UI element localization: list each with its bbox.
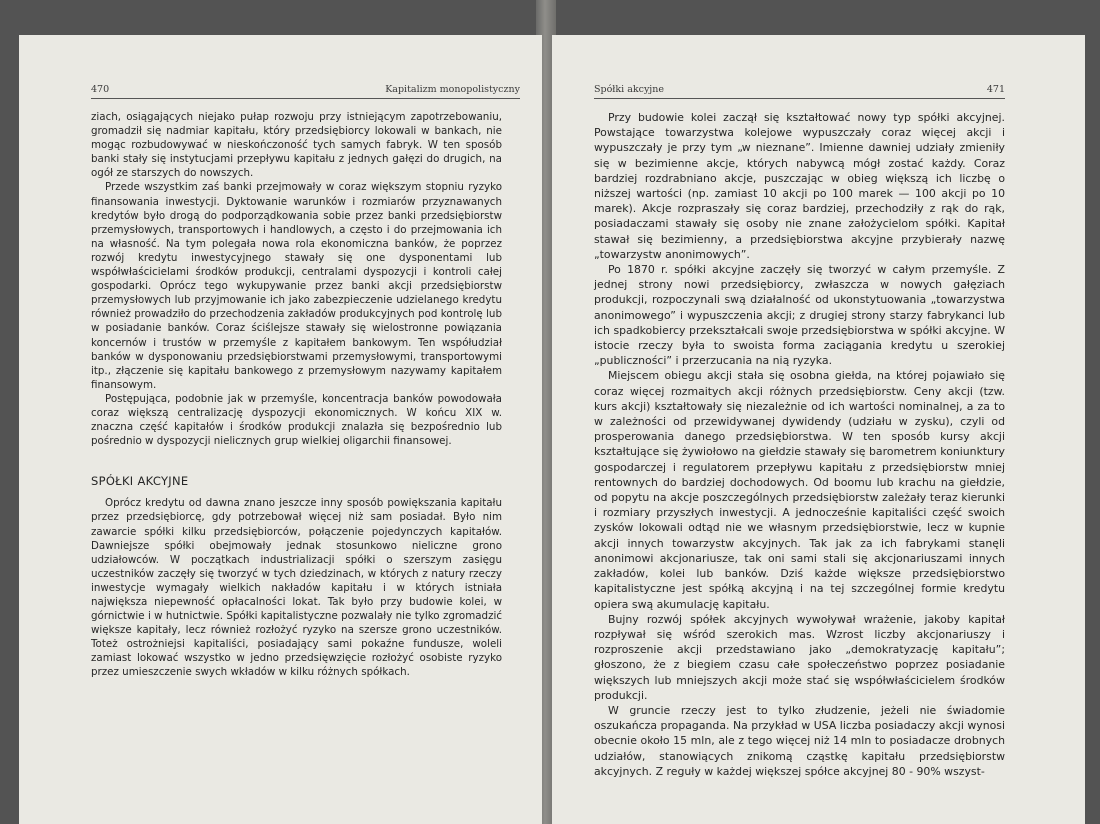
paragraph: Bujny rozwój spółek akcyjnych wywoływał wrażenie, jakoby kapitał rozpływał się wśród szerokich mas. Wzrost liczby akcjonariuszy i rozproszenie akcji przedstawiano jako „demokratyzację kapitału”; głoszono, że z biegiem czasu całe społeczeństwo poprzez posiadanie większych lub mniejszych akcji może stać się współwłaścicielem środków produkcji. [594,612,1005,702]
left-page-number: 470 [91,84,110,95]
section-heading: SPÓŁKI AKCYJNE [91,474,189,489]
paragraph: Postępująca, podobnie jak w przemyśle, koncentracja banków powodowała coraz większą centralizację dyspozycji ekonomicznych. W końcu XIX w. znaczna część kapitałów i środków produkcji znalazła się bezpośrednio lub pośrednio w dyspozycji nielicznych grup wielkiej oligarchii finansowej. [91,392,502,448]
paragraph: Przede wszystkim zaś banki przejmowały w coraz większym stopniu ryzyko finansowania inwestycji. Dyktowanie warunków i rozmiarów przyznawanych kredytów było drogą do podporządkowania sobie przez banki przedsiębiorstw przemysłowych, transportowych i handlowych, a często i do przejmowania ich na własność. Na tym polegała nowa rola ekonomiczna banków, że poprzez rozwój kredytu inwestycyjnego stawały się one dysponentami lub współwłaścicielami środków produkcji, centralami dyspozycji i kontroli całej gospodarki. Oprócz tego wykupywanie przez banki akcji przedsiębiorstw przemysłowych lub przyjmowanie ich jako zabezpieczenie udzielanego kredytu również prowadziło do przechodzenia zakładów produkcyjnych pod kontrolę lub w posiadanie banków. Coraz ściślejsze stawały się wielostronne powiązania koncernów i trustów w przemyśle z kapitałem bankowym. Ten współudział banków w dysponowaniu przedsiębiorstwami przemysłowymi, transportowymi itp., złączenie się kapitału bankowego z przemysłowym nazywamy kapitałem finansowym. [91,181,502,391]
paragraph: ziach, osiągających niejako pułap rozwoju przy istniejącym zapotrzebowaniu, gromadził się nadmiar kapitału, który przedsiębiorcy lokowali w bankach, nie mogąc rozbudowywać w nieskończoność tych samych fabryk. W ten sposób banki stały się instytucjami przepływu kapitału z jednych gałęzi do drugich, na ogół ze starszych do nowszych. [91,111,502,180]
right-page-number: 471 [986,84,1005,95]
left-page-body [91,110,502,680]
right-running-head [594,82,1005,99]
left-page [19,35,542,824]
paragraph: Oprócz kredytu od dawna znano jeszcze inny sposób powiększania kapitału przez przedsiębiorcę, gdy potrzebował więcej niż sam posiadał. Było nim zawarcie spółki kilku przedsiębiorców, połączenie pojedynczych kapitałów. Dawniejsze spółki obejmowały jednak stosunkowo nieliczne grono udziałowców. W początkach industrializacji spółki o szerszym zasięgu uczestników zaczęły się tworzyć w tych dziedzinach, w których z natury rzeczy inwestycje wymagały wielkich nakładów kapitału i w których istniała największa niepewność opłacalności lokat. Tak było przy budowie kolei, w górnictwie i w hutnictwie. Spółki kapitalistyczne pozwalały nie tylko zgromadzić większe kapitały, lecz również rozłożyć ryzyko na szersze grono uczestników. Toteż ostrożniejsi kapitaliści, posiadający sami pokaźne fundusze, woleli zamiast lokować wszystko w jedno przedsięwzięcie rozłożyć osobiste ryzyko przez umieszczenie swych wkładów w kilku różnych spółkach. [91,497,502,679]
paragraph: Miejscem obiegu akcji stała się osobna giełda, na której pojawiało się coraz więcej rozmaitych akcji różnych przedsiębiorstw. Ceny akcji (tzw. kurs akcji) kształtowały się niezależnie od ich wartości nominalnej, a za to w zależności od przewidywanej dywidendy (udziału w zysku), czyli od prosperowania danego przedsiębiorstwa. W ten sposób kursy akcji kształtujące się żywiołowo na giełdzie stawały się barometrem koniunktury gospodarczej i regulatorem przepływu kapitału z przedsiębiorstw mniej rentownych do bardziej dochodowych. Od boomu lub krachu na giełdzie, od popytu na akcje poszczególnych przedsiębiorstw zależały teraz kierunki i rozmiary przyszłych inwestycji. A jednocześnie kapitaliści część swoich zysków lokowali odtąd nie we własnym przedsiębiorstwie, lecz w kupnie akcji innych towarzystw akcyjnych. Tak jak za ich fabrykami stanęli anonimowi akcjonariusze, tak oni sami stali się akcjonariuszami innych zakładów, kolei lub banków. Dziś każde większe przedsiębiorstwo kapitalistyczne jest spółką akcyjną i na tej szczególnej formie kredytu opiera swą akumulację kapitału. [594,369,1005,611]
left-running-head [91,82,520,99]
right-running-title: Spółki akcyjne [594,84,664,95]
left-running-title: Kapitalizm monopolistyczny [385,84,520,95]
paragraph: W gruncie rzeczy jest to tylko złudzenie, jeżeli nie świadomie oszukańcza propaganda. Na przykład w USA liczba posiadaczy akcji wynosi obecnie około 15 mln, ale z tego więcej niż 14 mln to posiadacze drobnych udziałów, stanowiących znikomą cząstkę kapitału przedsiębiorstw akcyjnych. Z reguły w każdej większej spółce akcyjnej 80 - 90% wszyst- [594,703,1005,778]
paragraph: Przy budowie kolei zaczął się kształtować nowy typ spółki akcyjnej. Powstające towarzystwa kolejowe wypuszczały coraz więcej akcji i wypuszczały je przy tym „w nieznane”. Imienne dawniej udziały zmieniły się w bezimienne akcje, których nabywcą mógł zostać każdy. Coraz bardziej rozdrabniano akcje, puszczając w obieg większą ich liczbę o niższej wartości (np. zamiast 10 akcji po 100 marek — 100 akcji po 10 marek). Akcje rozpraszały się coraz bardziej, przechodziły z rąk do rąk, posiadaczami stawały się osoby nie znane założycielom spółki. Kapitał stawał się bezimienny, a przedsiębiorstwa akcyjne przybierały nazwę „towarzystw anonimowych”. [594,111,1005,261]
right-page [552,35,1085,824]
right-page-body [594,110,1005,779]
paragraph: Po 1870 r. spółki akcyjne zaczęły się tworzyć w całym przemyśle. Z jednej strony nowi przedsiębiorcy, zwłaszcza w nowych gałęziach produkcji, rozpoczynali swą działalność od ukonstytuowania „towarzystwa anonimowego” i wypuszczenia akcji; z drugiej strony starzy fabrykanci lub ich spadkobiercy przekształcali swoje przedsiębiorstwa w spółki akcyjne. W istocie rzeczy była to swoista forma zaciągania kredytu u szerokiej „publiczności” i przerzucania na nią ryzyka. [594,263,1005,368]
